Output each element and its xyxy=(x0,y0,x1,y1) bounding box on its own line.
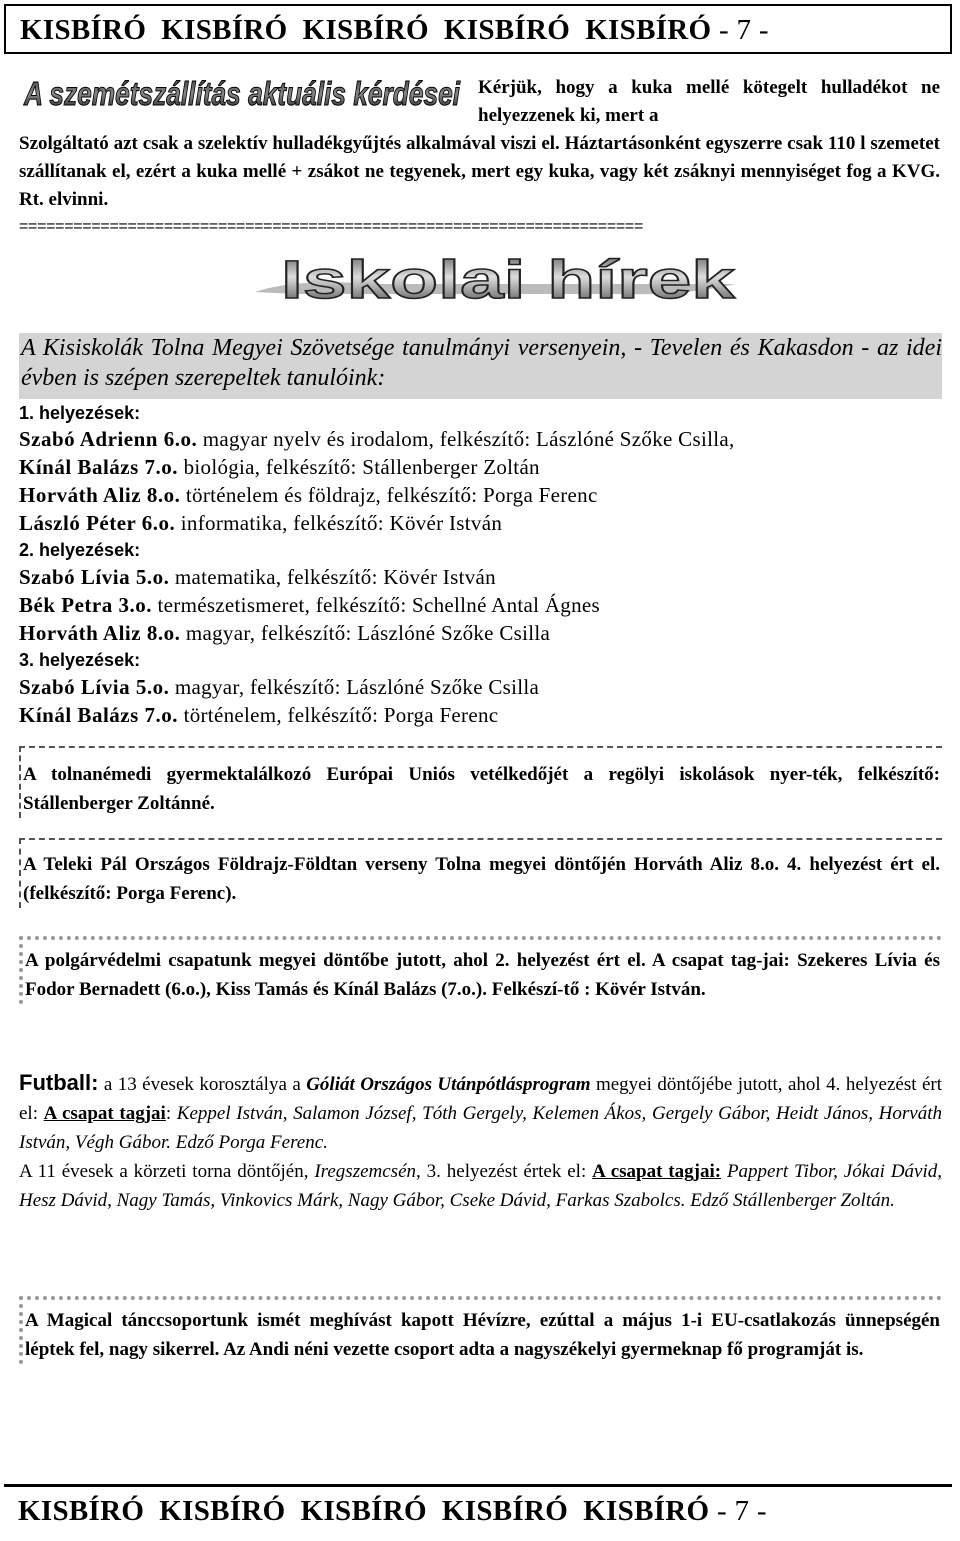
result-entry xyxy=(19,427,735,452)
team-members: Pappert Tibor, Jókai Dávid, Hesz Dávid, Nagy Tamás, Vinkovics Márk, Nagy Gábor, Cseke Dávid, Farkas Szabolcs xyxy=(19,1161,942,1211)
garbage-title-text: A szemétszállítás aktuális kérdései xyxy=(23,75,461,112)
student-name: Bék Petra 3.o. xyxy=(19,593,152,617)
result-detail: történelem, felkészítő: Porga Ferenc xyxy=(178,703,499,727)
school-news-title xyxy=(255,250,745,308)
football-text: , 3. helyezést értek el: xyxy=(416,1161,593,1182)
team-label: A csapat tagjai: xyxy=(592,1161,722,1182)
header-title: KISBÍRÓ KISBÍRÓ KISBÍRÓ KISBÍRÓ KISBÍRÓ xyxy=(20,14,712,46)
news-tolnanemedi: A tolnanémedi gyermektalálkozó Európai Uniós vetélkedőjét a regölyi iskolások nyer-ték, felkészítő: Stállenberger Zoltánné. xyxy=(19,746,942,818)
result-detail: természetismeret, felkészítő: Schellné Antal Ágnes xyxy=(151,593,600,617)
result-detail: biológia, felkészítő: Stállenberger Zoltán xyxy=(178,455,540,479)
school-title-text: Iskolai hírek xyxy=(281,250,737,310)
student-name: Horváth Aliz 8.o. xyxy=(19,483,181,507)
result-detail: magyar nyelv és irodalom, felkészítő: Lászlóné Szőke Csilla, xyxy=(197,427,735,451)
place-heading-first: 1. helyezések: xyxy=(19,403,141,423)
student-name: Kínál Balázs 7.o. xyxy=(19,455,179,479)
result-entry xyxy=(19,565,496,590)
result-entry xyxy=(19,483,598,508)
footer-title: KISBÍRÓ KISBÍRÓ KISBÍRÓ KISBÍRÓ KISBÍRÓ xyxy=(18,1495,710,1527)
football-label: Futball: xyxy=(19,1070,99,1095)
result-entry xyxy=(19,593,600,618)
student-name: Szabó Lívia 5.o. xyxy=(19,565,170,589)
student-name: Szabó Lívia 5.o. xyxy=(19,675,170,699)
team-members: Keppel István, Salamon József, Tóth Gergely, Kelemen Ákos, Gergely Gábor, Heidt János, Horváth István, Végh Gábor. Edző Porga Ferenc. xyxy=(19,1103,943,1153)
page-header xyxy=(4,4,952,54)
competition-intro: A Kisiskolák Tolna Megyei Szövetsége tanulmányi versenyein, - Tevelen és Kakasdon - az idei évben is szépen szerepeltek tanulóink: xyxy=(19,333,942,399)
place-heading-second: 2. helyezések: xyxy=(19,540,141,560)
result-entry xyxy=(19,455,540,480)
result-entry xyxy=(19,675,539,700)
result-entry xyxy=(19,703,498,728)
coach: . Edző Stállenberger Zoltán. xyxy=(680,1190,895,1211)
football-text: : xyxy=(165,1103,177,1124)
separator-line: ===================================================================== xyxy=(19,218,644,235)
student-name: Horváth Aliz 8.o. xyxy=(19,621,181,645)
team-label: A csapat tagjai xyxy=(43,1103,166,1124)
result-entry xyxy=(19,511,502,536)
football-text: megyei döntőjébe jutott, ahol 4. helyezést ért el: xyxy=(19,1074,942,1124)
result-detail: magyar, felkészítő: Lászlóné Szőke Csilla xyxy=(169,675,540,699)
football-text: a 13 évesek korosztálya a xyxy=(98,1074,307,1095)
student-name: Kínál Balázs 7.o. xyxy=(19,703,179,727)
tournament-town: Iregszemcsén xyxy=(314,1161,417,1182)
garbage-section-title xyxy=(22,71,462,113)
garbage-text-right: Kérjük, hogy a kuka mellé kötegelt hulladékot ne helyezzenek ki, mert a xyxy=(478,77,940,126)
garbage-text: Szolgáltató azt csak a szelektív hulladékgyűjtés alkalmával viszi el. Háztartásonként egyszerre csak 110 l szemetet szállítanak el, ezért a kuka mellé + zsákot ne tegyenek, mert egy kuka, vagy két zsáknyi mennyiséget fog a KVG. Rt. elvinni. xyxy=(19,133,940,210)
football-text: A 11 évesek a körzeti torna döntőjén, xyxy=(19,1161,315,1182)
news-teleki: A Teleki Pál Országos Földrajz-Földtan verseny Tolna megyei döntőjén Horváth Aliz 8.o. 4. helyezést ért el. (felkészítő: Porga Ferenc). xyxy=(19,838,942,908)
student-name: Szabó Adrienn 6.o. xyxy=(19,427,198,451)
footer-page-number: - 7 - xyxy=(709,1495,767,1527)
program-name: Góliát Országos Utánpótlásprogram xyxy=(306,1074,591,1095)
news-magical: A Magical tánccsoportunk ismét meghívást kapott Hévízre, ezúttal a május 1-i EU-csatlakozás ünnepségén léptek fel, nagy sikerrel. Az Andi néni vezette csoport adta a nagyszékelyi gyermeknap fő programját is. xyxy=(19,1296,942,1364)
result-detail: magyar, felkészítő: Lászlóné Szőke Csilla xyxy=(180,621,551,645)
result-detail: informatika, felkészítő: Kövér István xyxy=(175,511,503,535)
news-civil-defence: A polgárvédelmi csapatunk megyei döntőbe jutott, ahol 2. helyezést ért el. A csapat tag-jai: Szekeres Lívia és Fodor Bernadett (6.o.), Kiss Tamás és Kínál Balázs (7.o.). Felkészí-tő : Kövér István. xyxy=(19,936,942,1004)
result-detail: matematika, felkészítő: Kövér István xyxy=(169,565,496,589)
result-entry xyxy=(19,621,550,646)
football-news xyxy=(19,1068,942,1215)
page-number: - 7 - xyxy=(711,14,769,46)
student-name: László Péter 6.o. xyxy=(19,511,176,535)
page-footer xyxy=(4,1484,952,1534)
place-heading-third: 3. helyezések: xyxy=(19,650,141,670)
result-detail: történelem és földrajz, felkészítő: Porga Ferenc xyxy=(180,483,598,507)
